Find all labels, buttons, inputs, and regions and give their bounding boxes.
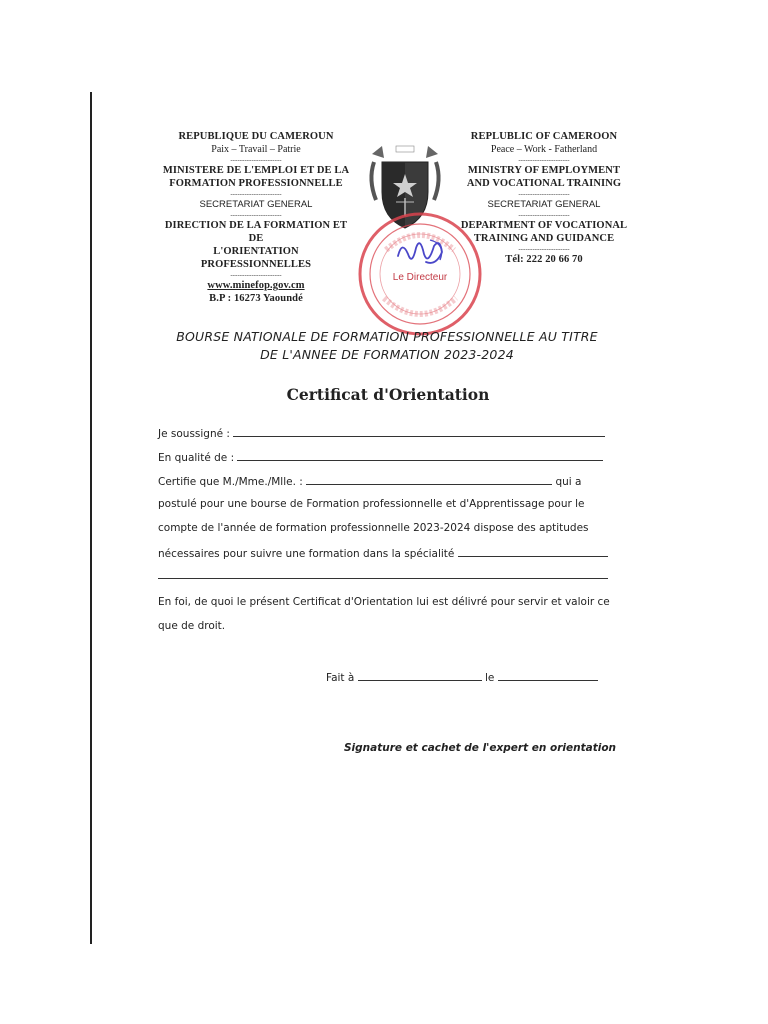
separator: ---------------------- <box>518 156 570 164</box>
bourse-line-2: DE L'ANNEE DE FORMATION 2023-2024 <box>260 347 514 362</box>
separator: ---------------------- <box>518 245 570 253</box>
direction-fr-2: L'ORIENTATION PROFESSIONNELLES <box>200 246 312 270</box>
blank-specialite[interactable] <box>458 546 608 557</box>
label-fait-a: Fait à <box>326 672 355 684</box>
certificate-body <box>158 426 618 666</box>
ministry-fr-2: FORMATION PROFESSIONNELLE <box>169 178 343 189</box>
blank-je-soussigne[interactable] <box>233 426 605 437</box>
department-en-1: DEPARTMENT OF VOCATIONAL <box>460 220 628 231</box>
label-certifie: Certifie que M./Mme./Mlle. : <box>158 476 303 488</box>
separator: ---------------------- <box>230 156 282 164</box>
separator: ---------------------- <box>518 190 570 198</box>
body-line-5: compte de l'année de formation professionnelle 2023-2024 dispose des aptitudes <box>158 522 589 534</box>
postal-box: B.P : 16273 Yaoundé <box>209 293 303 304</box>
blank-en-qualite[interactable] <box>237 450 603 461</box>
field-en-qualite <box>158 450 618 464</box>
field-specialite-cont <box>158 568 618 582</box>
body-line-4: postulé pour une bourse de Formation professionnelle et d'Apprentissage pour le <box>158 498 585 510</box>
direction-fr-1: DIRECTION DE LA FORMATION ET DE <box>164 220 348 244</box>
label-je-soussigne: Je soussigné : <box>158 428 230 440</box>
country-en: REPLUBLIC OF CAMEROON <box>470 131 618 142</box>
secretariat-fr: SECRETARIAT GENERAL <box>199 199 313 210</box>
ministry-fr-1: MINISTERE DE L'EMPLOI ET DE LA <box>162 165 350 176</box>
separator: ---------------------- <box>230 190 282 198</box>
signature-mark <box>398 243 442 263</box>
header-left <box>158 130 354 305</box>
label-qui-a: qui a <box>555 476 582 488</box>
blank-date[interactable] <box>498 670 598 681</box>
bourse-line-1: BOURSE NATIONALE DE FORMATION PROFESSIONNELLE AU TITRE <box>176 329 598 344</box>
stamp-text: Le Directeur <box>392 272 448 283</box>
separator: ---------------------- <box>230 211 282 219</box>
official-stamp <box>356 210 484 338</box>
en-foi-line-1: En foi, de quoi le présent Certificat d'Orientation lui est délivré pour servir et valoir ce <box>158 596 610 608</box>
ministry-en-2: AND VOCATIONAL TRAINING <box>466 178 622 189</box>
label-specialite: nécessaires pour suivre une formation dans la spécialité <box>158 548 455 560</box>
place-date-line <box>326 670 598 684</box>
field-specialite <box>158 546 618 560</box>
field-je-soussigne <box>158 426 618 440</box>
country-fr: REPUBLIQUE DU CAMEROUN <box>178 131 334 142</box>
blank-specialite-continued[interactable] <box>158 568 608 579</box>
bourse-heading <box>158 328 616 364</box>
blank-place[interactable] <box>358 670 482 681</box>
document-page <box>90 92 684 944</box>
telephone: Tél: 222 20 66 70 <box>505 254 583 265</box>
label-en-qualite: En qualité de : <box>158 452 235 464</box>
secretariat-en: SECRETARIAT GENERAL <box>487 199 601 210</box>
department-en-2: TRAINING AND GUIDANCE <box>473 233 615 244</box>
separator: ---------------------- <box>230 271 282 279</box>
certificate-title: Certificat d'Orientation <box>286 385 490 404</box>
en-foi-line-2: que de droit. <box>158 620 226 632</box>
separator: ---------------------- <box>518 211 570 219</box>
ministry-en-1: MINISTRY OF EMPLOYMENT <box>467 165 621 176</box>
field-certifie <box>158 474 618 488</box>
motto-fr: Paix – Travail – Patrie <box>211 144 301 155</box>
blank-candidate-name[interactable] <box>306 474 552 485</box>
label-le: le <box>485 672 495 684</box>
motto-en: Peace – Work - Fatherland <box>490 144 598 155</box>
website-link[interactable]: www.minefop.gov.cm <box>207 280 305 291</box>
signature-caption: Signature et cachet de l'expert en orientation <box>344 742 617 754</box>
